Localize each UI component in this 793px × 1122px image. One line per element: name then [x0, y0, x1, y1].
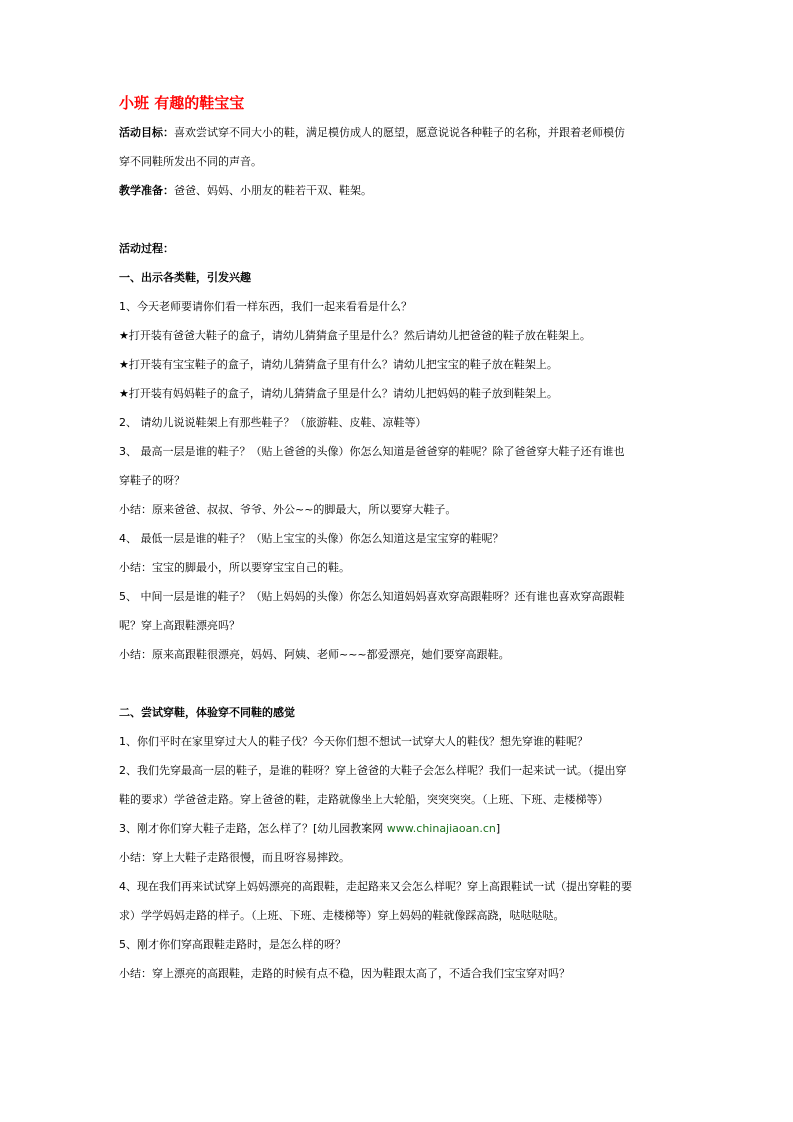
section1-line: 1、今天老师要请你们看一样东西，我们一起来看看是什么？ [119, 300, 412, 313]
section2-line-3 [119, 814, 679, 843]
section2-line: 4、现在我们再来试试穿上妈妈漂亮的高跟鞋，走起路来又会怎么样呢？穿上高跟鞋试一试（提出穿鞋的要 [119, 880, 632, 893]
process-heading: 活动过程： [119, 242, 174, 255]
spacer [119, 205, 679, 234]
goal-label: 活动目标： [119, 126, 174, 139]
section1-line: 5、 中间一层是谁的鞋子？（贴上妈妈的头像）你怎么知道妈妈喜欢穿高跟鞋呀？还有谁也喜欢穿高跟鞋 [119, 590, 625, 603]
section2-line: 小结：穿上大鞋子走路很慢，而且呀容易摔跤。 [119, 851, 350, 864]
section1-line: 3、 最高一层是谁的鞋子？（贴上爸爸的头像）你怎么知道是爸爸穿的鞋呢？除了爸爸穿大鞋子还有谁也 [119, 445, 625, 458]
section1-line: 小结：原来高跟鞋很漂亮，妈妈、阿姨、老师~~~都爱漂亮，她们要穿高跟鞋。 [119, 648, 510, 661]
line3-end: ] [495, 822, 501, 835]
website-link[interactable]: www.chinajiaoan.cn [386, 822, 496, 835]
section2-body-a [119, 727, 679, 814]
section1-heading: 一、出示各类鞋，引发兴趣 [119, 271, 251, 284]
spacer [119, 669, 679, 698]
document-page [119, 93, 679, 988]
section1-line: 穿鞋子的呀？ [119, 474, 185, 487]
section1-line: ★打开装有爸爸大鞋子的盒子，请幼儿猜猜盒子里是什么？然后请幼儿把爸爸的鞋子放在鞋架上。 [119, 329, 591, 342]
section2-line: 求）学学妈妈走路的样子。（上班、下班、走楼梯等）穿上妈妈的鞋就像踩高跷，哒哒哒哒。 [119, 909, 565, 922]
section2-line: 1、你们平时在家里穿过大人的鞋子伐？今天你们想不想试一试穿大人的鞋伐？想先穿谁的鞋呢？ [119, 735, 588, 748]
section2-line: 2、我们先穿最高一层的鞋子，是谁的鞋呀？穿上爸爸的大鞋子会怎么样呢？我们一起来试一试。（提出穿 [119, 764, 627, 777]
prep-paragraph [119, 176, 679, 205]
goal-text: 喜欢尝试穿不同大小的鞋，满足模仿成人的愿望，愿意说说各种鞋子的名称，并跟着老师模仿 [174, 126, 625, 139]
section1-line: ★打开装有宝宝鞋子的盒子，请幼儿猜猜盒子里有什么？请幼儿把宝宝的鞋子放在鞋架上。 [119, 358, 558, 371]
line3-text: 3、刚才你们穿大鞋子走路，怎么样了？[幼儿园教案网 [119, 822, 387, 835]
section1-line: 4、 最低一层是谁的鞋子？（贴上宝宝的头像）你怎么知道这是宝宝穿的鞋呢？ [119, 532, 504, 545]
section1-line: 2、 请幼儿说说鞋架上有那些鞋子？（旅游鞋、皮鞋、凉鞋等） [119, 416, 427, 429]
section1-body [119, 292, 679, 669]
section2-line: 鞋的要求）学爸爸走路。穿上爸爸的鞋，走路就像坐上大轮船，突突突突。（上班、下班、走楼梯等） [119, 793, 609, 806]
prep-label: 教学准备： [119, 184, 174, 197]
section2-line: 5、刚才你们穿高跟鞋走路时，是怎么样的呀？ [119, 938, 346, 951]
goal-text-cont: 穿不同鞋所发出不同的声音。 [119, 155, 262, 168]
section1-line: 小结：宝宝的脚最小，所以要穿宝宝自己的鞋。 [119, 561, 350, 574]
section2-body-b [119, 843, 679, 988]
section1-line: 呢？穿上高跟鞋漂亮吗？ [119, 619, 240, 632]
prep-text: 爸爸、妈妈、小朋友的鞋若干双、鞋架。 [174, 184, 372, 197]
section1-line: ★打开装有妈妈鞋子的盒子，请幼儿猜猜盒子里是什么？请幼儿把妈妈的鞋子放到鞋架上。 [119, 387, 558, 400]
page-title: 小班 有趣的鞋宝宝 [119, 94, 245, 112]
section2-line: 小结：穿上漂亮的高跟鞋，走路的时候有点不稳，因为鞋跟太高了，不适合我们宝宝穿对吗？ [119, 967, 570, 980]
section1-line: 小结：原来爸爸、叔叔、爷爷、外公~~的脚最大，所以要穿大鞋子。 [119, 503, 457, 516]
goal-paragraph [119, 118, 679, 147]
section2-heading: 二、尝试穿鞋，体验穿不同鞋的感觉 [119, 706, 295, 719]
